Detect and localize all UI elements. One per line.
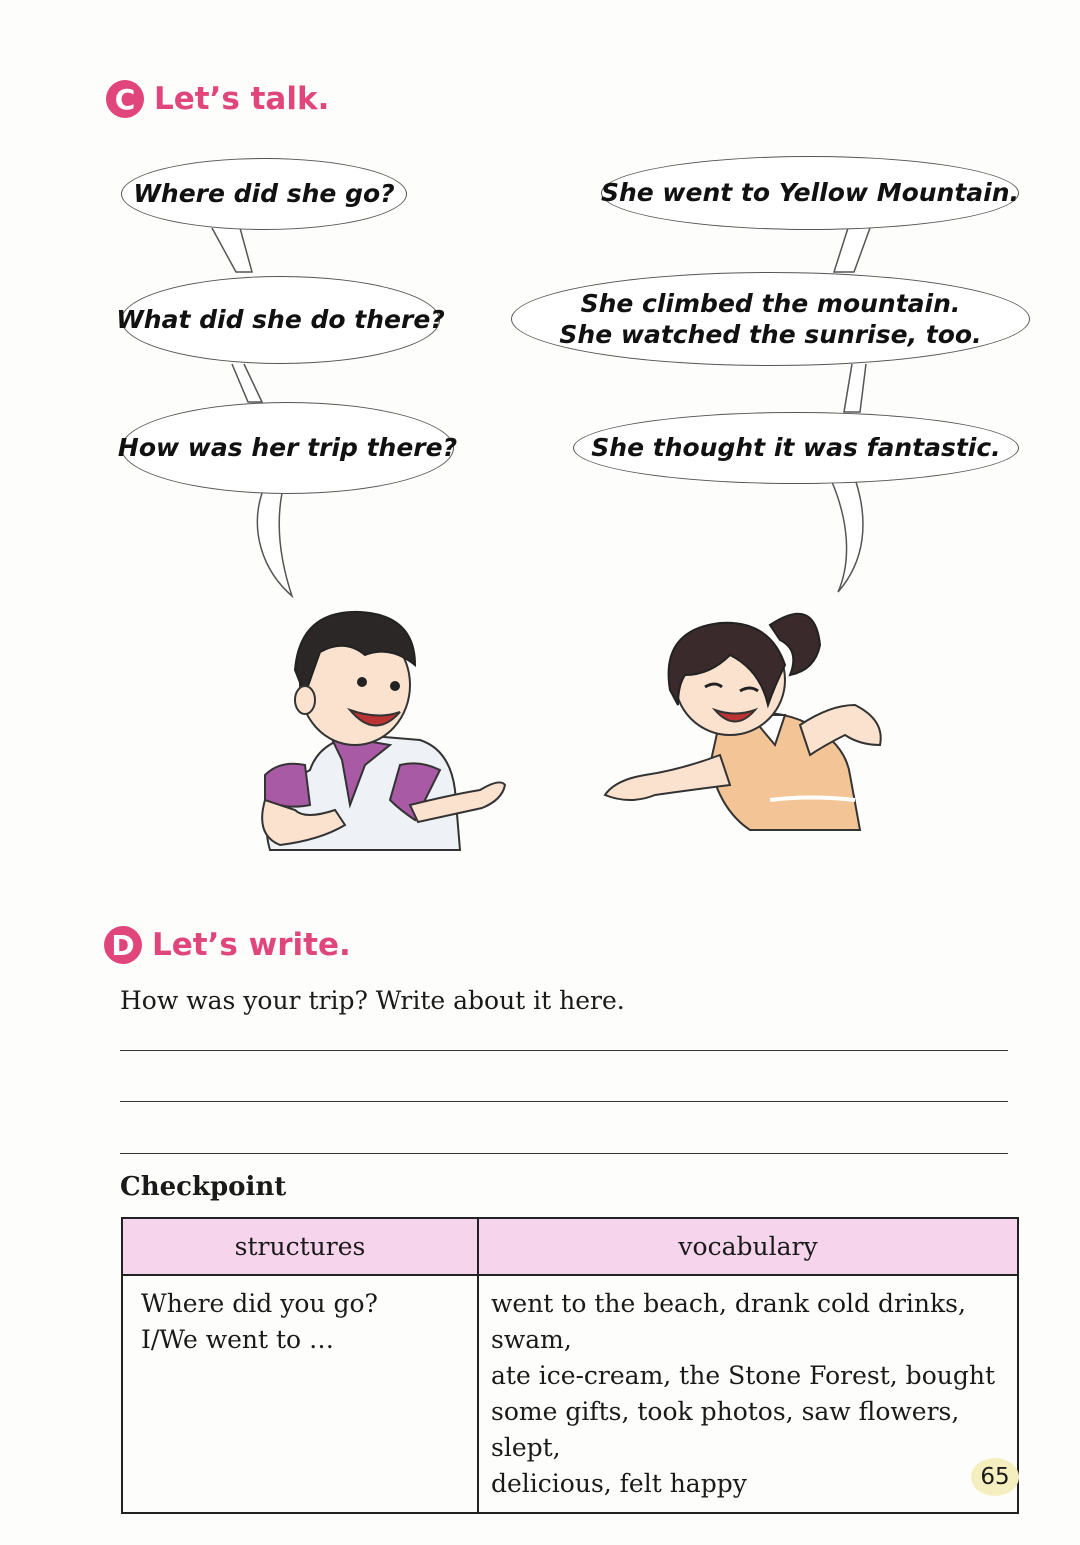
section-d-letter: D xyxy=(104,926,142,964)
header-vocabulary: vocabulary xyxy=(478,1218,1018,1275)
bubble-text-line-2: She watched the sunrise, too. xyxy=(559,320,982,349)
structure-line: Where did you go? xyxy=(141,1289,378,1318)
girl-illustration xyxy=(600,595,890,840)
bubble-text: She thought it was fantastic. xyxy=(591,433,1001,463)
bubble-answer-what xyxy=(511,272,1030,366)
boy-illustration xyxy=(250,600,520,860)
checkpoint-title: Checkpoint xyxy=(120,1172,287,1202)
vocabulary-line: went to the beach, drank cold drinks, swam, xyxy=(491,1289,966,1354)
section-c-title: Let’s talk. xyxy=(154,81,330,117)
vocabulary-line: delicious, felt happy xyxy=(491,1469,747,1498)
bubble-question-what xyxy=(116,276,445,364)
writing-line[interactable] xyxy=(120,1101,1008,1102)
structures-cell xyxy=(122,1275,478,1513)
bubble-text: Where did she go? xyxy=(133,179,395,209)
bubble-text: She went to Yellow Mountain. xyxy=(600,178,1020,208)
bubble-answer-how xyxy=(573,412,1019,484)
bubble-text: How was her trip there? xyxy=(117,433,458,463)
bubble-text: What did she do there? xyxy=(116,305,445,335)
vocabulary-line: ate ice-cream, the Stone Forest, bought xyxy=(491,1361,995,1390)
bubble-answer-where xyxy=(601,156,1019,230)
section-d-title: Let’s write. xyxy=(152,927,351,963)
header-structures: structures xyxy=(122,1218,478,1275)
page-number: 65 xyxy=(971,1458,1019,1496)
section-d-heading xyxy=(104,926,351,964)
bubble-question-how xyxy=(117,402,458,494)
section-c-letter: C xyxy=(106,80,144,118)
writing-line[interactable] xyxy=(120,1153,1008,1154)
checkpoint-table xyxy=(121,1217,1019,1514)
writing-prompt: How was your trip? Write about it here. xyxy=(120,986,625,1015)
vocabulary-line: some gifts, took photos, saw flowers, slept, xyxy=(491,1397,960,1462)
bubble-question-where xyxy=(121,158,407,230)
structure-line: I/We went to … xyxy=(141,1325,335,1354)
bubble-text-line-1: She climbed the mountain. xyxy=(580,288,961,318)
writing-line[interactable] xyxy=(120,1050,1008,1051)
vocabulary-cell xyxy=(478,1275,1018,1513)
